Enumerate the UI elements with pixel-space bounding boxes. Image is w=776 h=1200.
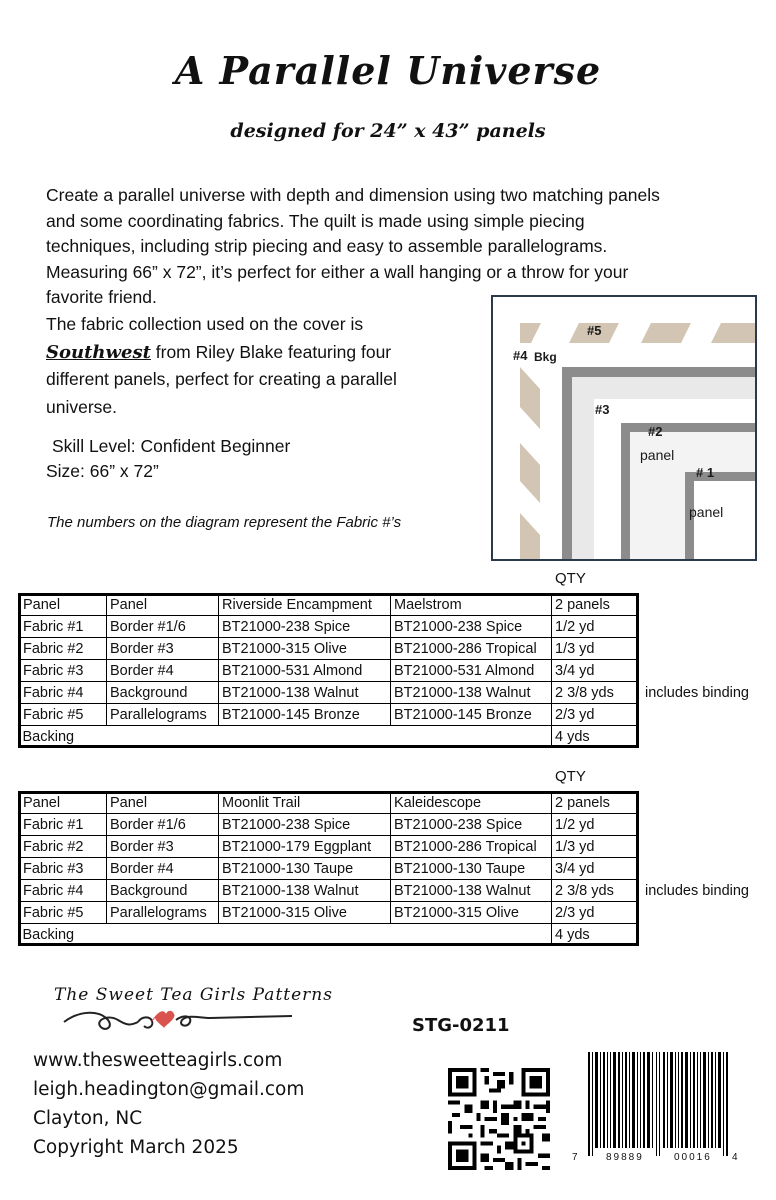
table-row: [20, 704, 753, 726]
qty-header: QTY: [555, 768, 586, 785]
table-cell: BT21000-315 Olive: [219, 902, 391, 924]
table-cell: Kaleidescope: [391, 792, 552, 814]
table-cell: 3/4 yd: [552, 858, 639, 880]
quilt-size: Size: 66” x 72”: [46, 461, 159, 481]
table-cell: Fabric #2: [20, 638, 107, 660]
table-cell: 2 panels: [552, 594, 639, 616]
table-note: includes binding: [645, 684, 749, 701]
table-note: [639, 594, 753, 616]
email-link[interactable]: leigh.headington@gmail.com: [33, 1079, 305, 1100]
label-fabric-2: #2: [648, 424, 663, 439]
parallelogram-top-1: [520, 323, 541, 343]
table-cell: 2/3 yd: [552, 902, 639, 924]
table-cell: Fabric #3: [20, 858, 107, 880]
border-2-top: [621, 423, 755, 432]
table-cell: 1/2 yd: [552, 814, 639, 836]
table-cell: Border #3: [107, 836, 219, 858]
table-row-backing: [20, 726, 753, 748]
table-row: [20, 616, 753, 638]
table-row: [20, 814, 753, 836]
table-cell: BT21000-531 Almond: [219, 660, 391, 682]
table-cell: Fabric #5: [20, 902, 107, 924]
barcode-group-1: 89889: [606, 1152, 644, 1163]
table-cell: 1/2 yd: [552, 616, 639, 638]
border-3-left: [562, 367, 572, 559]
table-cell: BT21000-138 Walnut: [219, 880, 391, 902]
label-bkg: Bkg: [534, 350, 557, 364]
collection-line: different panels, perfect for creating a parallel: [46, 369, 397, 389]
table-row: [20, 638, 753, 660]
table-cell: BT21000-145 Bronze: [391, 704, 552, 726]
table-row: [20, 880, 753, 902]
table-row-backing: [20, 924, 753, 946]
table-note: [639, 616, 753, 638]
backing-qty: 4 yds: [552, 726, 639, 748]
label-fabric-5: #5: [587, 323, 602, 338]
table-row: [20, 682, 753, 704]
table-cell: Fabric #1: [20, 814, 107, 836]
barcode-lead-digit: 7: [572, 1152, 578, 1163]
table-cell: BT21000-138 Walnut: [391, 682, 552, 704]
parallelogram-top-4: [711, 323, 755, 343]
table-note: [639, 902, 753, 924]
label-fabric-4: #4: [513, 348, 528, 363]
table-cell: BT21000-130 Taupe: [391, 858, 552, 880]
table-cell: 2 3/8 yds: [552, 682, 639, 704]
table-note: includes binding: [645, 882, 749, 899]
barcode-check-digit: 4: [732, 1152, 738, 1163]
brand-name: Southwest: [46, 341, 151, 363]
table-cell: Fabric #4: [20, 682, 107, 704]
table-cell: Fabric #5: [20, 704, 107, 726]
table-cell: Fabric #2: [20, 836, 107, 858]
border-4-left: [572, 377, 594, 559]
table-cell: Fabric #3: [20, 660, 107, 682]
label-fabric-3: #3: [595, 402, 610, 417]
backing-qty: 4 yds: [552, 924, 639, 946]
table-row: [20, 660, 753, 682]
intro-paragraph: [46, 183, 746, 311]
table-cell: BT21000-138 Walnut: [391, 880, 552, 902]
table-cell: BT21000-138 Walnut: [219, 682, 391, 704]
table-note: [639, 792, 753, 814]
table-note: [639, 638, 753, 660]
table-row: [20, 858, 753, 880]
table-cell: Border #4: [107, 858, 219, 880]
qty-header: QTY: [555, 570, 586, 587]
table-cell: Moonlit Trail: [219, 792, 391, 814]
border-3-top: [562, 367, 755, 377]
table-row: [20, 902, 753, 924]
collection-line: The fabric collection used on the cover is: [46, 314, 364, 334]
page-title: A Parallel Universe: [174, 48, 602, 93]
page-subtitle: designed for 24” x 43” panels: [230, 120, 546, 142]
table-cell: Panel: [107, 594, 219, 616]
intro-line: favorite friend.: [46, 287, 157, 307]
table-cell: BT21000-286 Tropical: [391, 638, 552, 660]
barcode: [572, 1052, 744, 1172]
collection-line: [46, 339, 466, 367]
label-fabric-1: # 1: [696, 465, 715, 480]
table-row: [20, 792, 753, 814]
parallelogram-left-1: [520, 367, 540, 429]
table-cell: 2 3/8 yds: [552, 880, 639, 902]
border-2-left: [621, 423, 630, 559]
location-text: Clayton, NC: [33, 1108, 143, 1129]
qr-code-icon[interactable]: [448, 1068, 550, 1170]
table-cell: Parallelograms: [107, 902, 219, 924]
table-cell: Border #1/6: [107, 616, 219, 638]
table-cell: BT21000-238 Spice: [391, 814, 552, 836]
intro-line: techniques, including strip piecing and easy to assemble parallelograms.: [46, 236, 608, 256]
table-cell: 3/4 yd: [552, 660, 639, 682]
table-row: [20, 836, 753, 858]
table-note: [639, 660, 753, 682]
table-cell: Border #1/6: [107, 814, 219, 836]
table-cell: BT21000-238 Spice: [391, 616, 552, 638]
table-note: [639, 858, 753, 880]
table-cell: Panel: [107, 792, 219, 814]
collection-paragraph: [46, 311, 466, 421]
backing-label: Backing: [20, 924, 552, 946]
collection-suffix: from Riley Blake featuring four: [150, 341, 392, 362]
barcode-group-2: 00016: [674, 1152, 712, 1163]
table-note: [639, 704, 753, 726]
pattern-code: STG-0211: [412, 1015, 510, 1036]
table-cell: Fabric #1: [20, 616, 107, 638]
logo-text: The Sweet Tea Girls Patterns: [54, 985, 333, 1005]
intro-line: Create a parallel universe with depth and dimension using two matching panels: [46, 185, 660, 205]
table-cell: Fabric #4: [20, 880, 107, 902]
quilt-diagram: [491, 295, 757, 561]
table-cell: BT21000-238 Spice: [219, 616, 391, 638]
diagram-note: The numbers on the diagram represent the Fabric #’s: [47, 514, 402, 531]
border-4-top: [572, 377, 755, 399]
table-cell: BT21000-315 Olive: [219, 638, 391, 660]
copyright-text: Copyright March 2025: [33, 1137, 239, 1158]
table-cell: BT21000-238 Spice: [219, 814, 391, 836]
collection-line: universe.: [46, 396, 118, 417]
table-cell: Border #3: [107, 638, 219, 660]
table-cell: Border #4: [107, 660, 219, 682]
label-panel-outer: panel: [640, 447, 675, 463]
table-cell: Panel: [20, 792, 107, 814]
table-cell: BT21000-531 Almond: [391, 660, 552, 682]
fabric-table-2: [19, 791, 753, 946]
label-panel-inner: panel: [689, 504, 724, 520]
table-cell: Maelstrom: [391, 594, 552, 616]
backing-label: Backing: [20, 726, 552, 748]
table-cell: 1/3 yd: [552, 638, 639, 660]
table-cell: Background: [107, 880, 219, 902]
website-link[interactable]: www.thesweetteagirls.com: [33, 1050, 283, 1071]
table-cell: 2/3 yd: [552, 704, 639, 726]
parallelogram-left-2: [520, 443, 540, 503]
table-cell: BT21000-130 Taupe: [219, 858, 391, 880]
panel-inner: [694, 481, 755, 559]
table-cell: Panel: [20, 594, 107, 616]
intro-line: Measuring 66” x 72”, it’s perfect for either a wall hanging or a throw for your: [46, 261, 629, 282]
parallelogram-top-3: [641, 323, 691, 343]
logo-swirl-icon: [60, 1006, 300, 1034]
table-note: [639, 836, 753, 858]
table-note: [639, 814, 753, 836]
table-cell: 1/3 yd: [552, 836, 639, 858]
table-row: [20, 594, 753, 616]
table-cell: BT21000-179 Eggplant: [219, 836, 391, 858]
table-cell: BT21000-315 Olive: [391, 902, 552, 924]
barcode-icon: [584, 1052, 744, 1156]
skill-level: Skill Level: Confident Beginner: [52, 436, 291, 456]
intro-line: and some coordinating fabrics. The quilt is made using simple piecing: [46, 210, 585, 231]
fabric-table-1: [19, 593, 753, 748]
table-cell: 2 panels: [552, 792, 639, 814]
table-cell: BT21000-145 Bronze: [219, 704, 391, 726]
parallelogram-left-3: [520, 513, 540, 559]
table-cell: Riverside Encampment: [219, 594, 391, 616]
table-cell: Background: [107, 682, 219, 704]
table-cell: BT21000-286 Tropical: [391, 836, 552, 858]
table-cell: Parallelograms: [107, 704, 219, 726]
